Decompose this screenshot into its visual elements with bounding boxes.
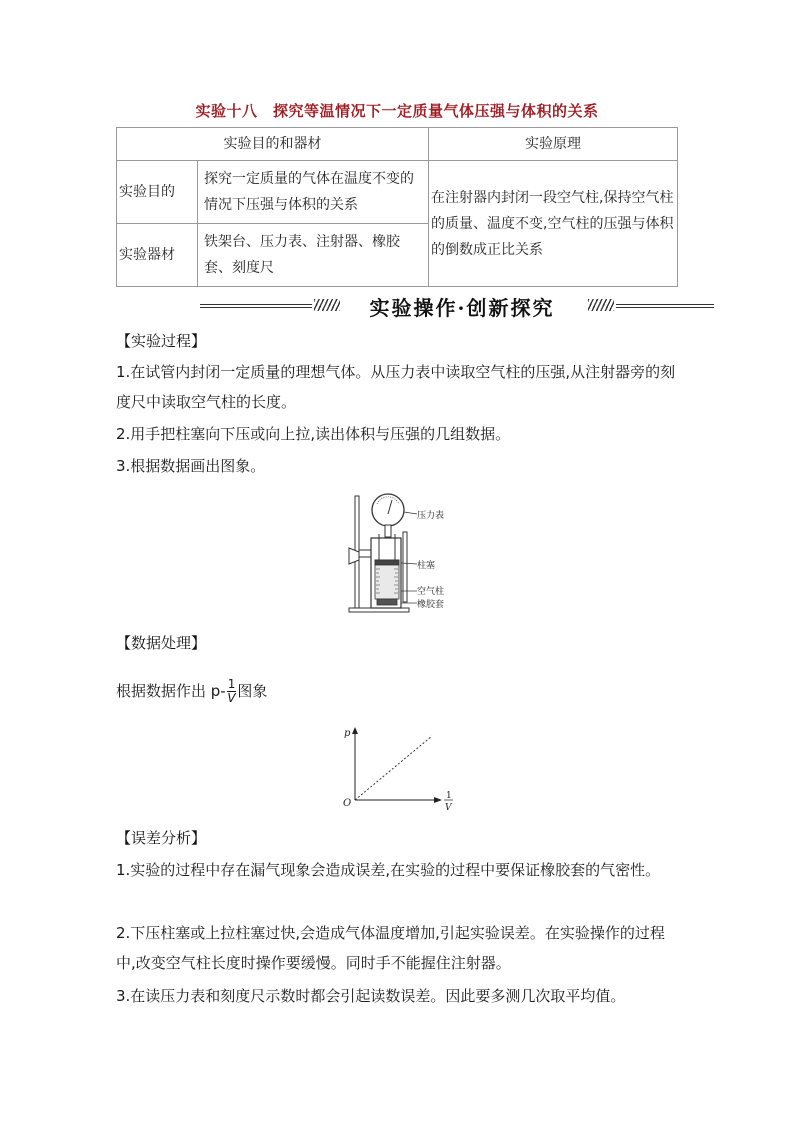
process-heading: 【实验过程】 [116, 332, 207, 350]
experiment-info-table [116, 127, 678, 287]
y-axis-arrow-icon [352, 727, 358, 734]
x-axis-arrow-icon [434, 797, 442, 803]
x-axis-label-num: 1 [446, 791, 452, 801]
data-text-before: 根据数据作出 p- [116, 682, 226, 700]
y-axis-label: p [344, 728, 351, 739]
process-step-2: 2.用手把柱塞向下压或向上拉,读出体积与压强的几组数据。 [116, 425, 511, 443]
banner-right-hatch [588, 299, 614, 311]
error-item-3: 3.在读压力表和刻度尺示数时都会引起读数误差。因此要多测几次取平均值。 [116, 987, 626, 1005]
table-label-purpose: 实验目的 [117, 161, 198, 224]
origin-label: O [343, 798, 352, 809]
page-title: 实验十八 探究等温情况下一定质量气体压强与体积的关系 [195, 102, 599, 120]
table-header-purpose: 实验目的和器材 [117, 128, 429, 161]
pressure-gauge-icon [372, 494, 404, 526]
fraction-1-over-v: $\frac{1}{V}$ [227, 677, 236, 705]
table-label-equipment: 实验器材 [117, 224, 198, 287]
data-instruction [116, 676, 676, 706]
section-banner [200, 290, 714, 322]
table-header-principle: 实验原理 [429, 128, 678, 161]
error-item-1: 1.实验的过程中存在漏气现象会造成误差,在实验的过程中要保证橡胶套的气密性。 [116, 861, 661, 879]
banner-title: 实验操作·创新探究 [369, 296, 555, 320]
label-air-column: 空气柱 [417, 587, 445, 597]
banner-left-hatch [314, 299, 340, 311]
table-content-equipment: 铁架台、压力表、注射器、橡胶套、刻度尺 [198, 224, 429, 287]
error-heading: 【误差分析】 [116, 829, 207, 847]
label-plunger: 柱塞 [417, 561, 436, 571]
x-axis-label-den: V [445, 803, 452, 813]
data-text-after: 图象 [237, 682, 268, 700]
process-step-3: 3.根据数据画出图象。 [116, 457, 266, 475]
apparatus-diagram [345, 490, 460, 615]
process-step-1: 1.在试管内封闭一定质量的理想气体。从压力表中读取空气柱的压强,从注射器旁的刻度尺中读取空气柱的长度。 [116, 363, 676, 411]
banner-right-rule [616, 304, 714, 308]
proportional-line [355, 736, 432, 800]
error-item-2: 2.下压柱塞或上拉柱塞过快,会造成气体温度增加,引起实验误差。在实验操作的过程中,改变空气柱长度时操作要缓慢。同时手不能握住注射器。 [116, 924, 665, 972]
label-rubber-cap: 橡胶套 [417, 600, 445, 610]
banner-left-rule [200, 304, 312, 308]
table-content-principle: 在注射器内封闭一段空气柱,保持空气柱的质量、温度不变,空气柱的压强与体积的倒数成正比关系 [429, 161, 678, 287]
p-inverse-v-graph [338, 722, 468, 817]
label-gauge: 压力表 [417, 511, 445, 521]
data-heading: 【数据处理】 [116, 634, 207, 652]
table-content-purpose: 探究一定质量的气体在温度不变的情况下压强与体积的关系 [198, 161, 429, 224]
